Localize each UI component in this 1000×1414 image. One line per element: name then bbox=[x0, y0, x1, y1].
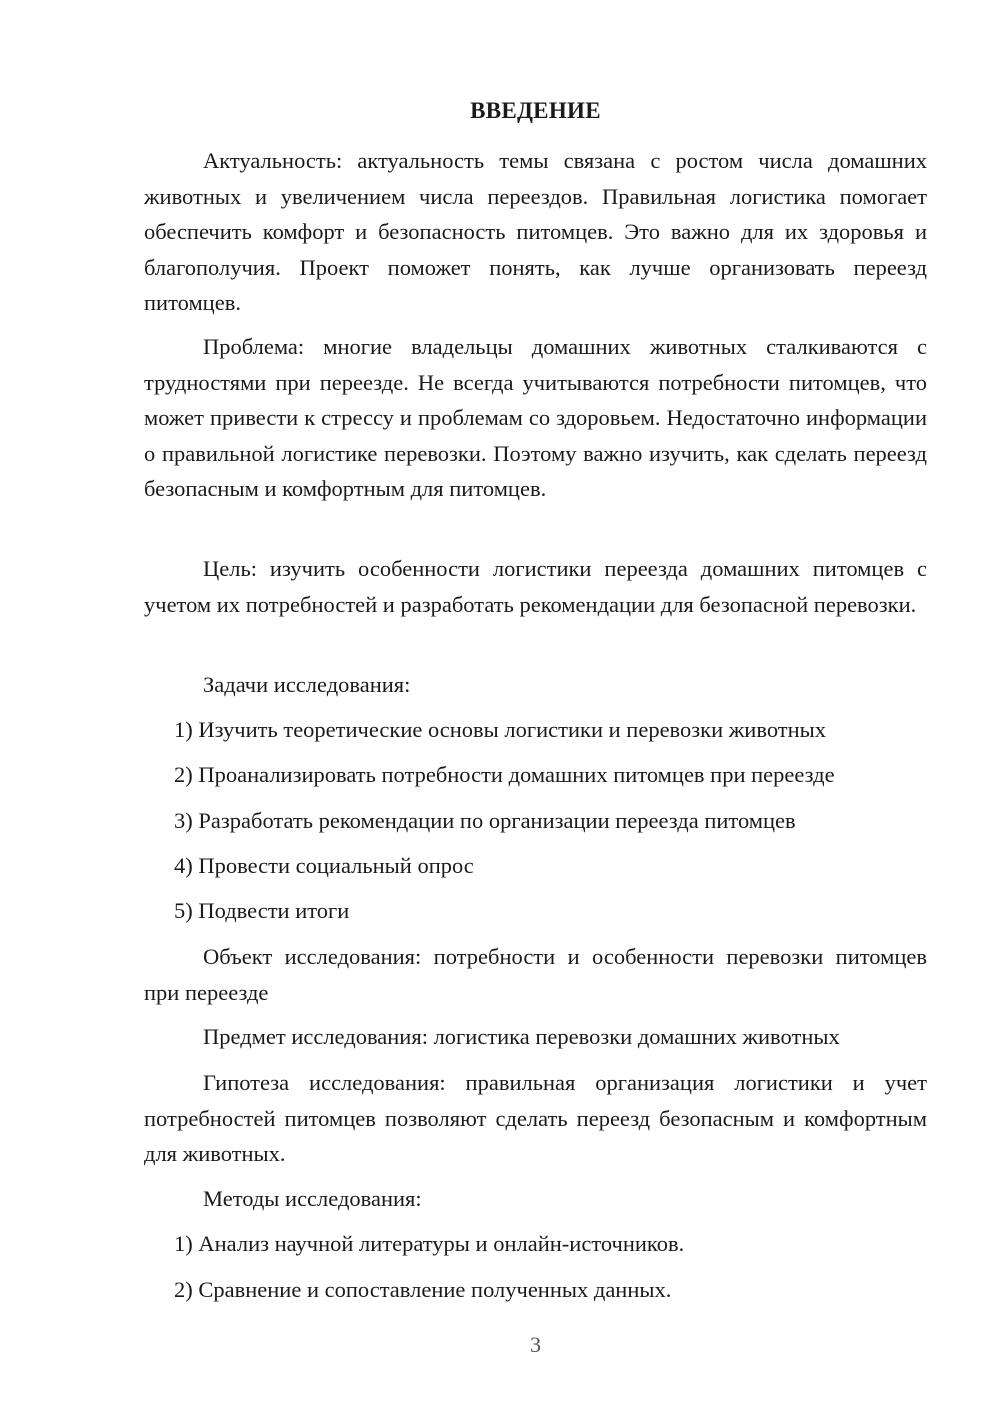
problem-paragraph: Проблема: многие владельцы домашних животных сталкиваются с трудностями при переезде. Не всегда учитываются потребности питомцев, что может привести к стрессу и проблемам со здоровьем. Недостаточно информации о правильной логистике перевозки. Поэтому важно изучить, как сделать переезд безопасным и комфортным для питомцев. bbox=[144, 334, 927, 501]
relevance-paragraph: Актуальность: актуальность темы связана с ростом числа домашних животных и увеличением числа переездов. Правильная логистика помогает обеспечить комфорт и безопасность питомцев. Это важно для их здоровья и благополучия. Проект поможет понять, как лучше организовать переезд питомцев. bbox=[144, 148, 927, 315]
goal-paragraph: Цель: изучить особенности логистики переезда домашних питомцев с учетом их потребностей и разработать рекомендации для безопасной перевозки. bbox=[144, 556, 927, 617]
object-paragraph: Объект исследования: потребности и особенности перевозки питомцев при переезде bbox=[144, 944, 927, 1005]
tasks-title: Задачи исследования: bbox=[203, 672, 411, 697]
task-item-1: 1) Изучить теоретические основы логистики и перевозки животных bbox=[174, 717, 827, 742]
method-item-2: 2) Сравнение и сопоставление полученных данных. bbox=[174, 1277, 672, 1302]
method-item-1: 1) Анализ научной литературы и онлайн-источников. bbox=[174, 1231, 685, 1256]
methods-title: Методы исследования: bbox=[203, 1186, 422, 1211]
document-page bbox=[144, 0, 927, 1414]
task-item-5: 5) Подвести итоги bbox=[174, 898, 350, 923]
task-item-3: 3) Разработать рекомендации по организации переезда питомцев bbox=[174, 808, 796, 833]
subject-paragraph: Предмет исследования: логистика перевозки домашних животных bbox=[203, 1024, 840, 1049]
task-item-4: 4) Провести социальный опрос bbox=[174, 853, 474, 878]
task-item-2: 2) Проанализировать потребности домашних питомцев при переезде bbox=[174, 762, 835, 787]
page-number: 3 bbox=[530, 1332, 541, 1357]
hypothesis-paragraph: Гипотеза исследования: правильная организация логистики и учет потребностей питомцев позволяют сделать переезд безопасным и комфортным для животных. bbox=[144, 1070, 927, 1166]
section-heading: ВВЕДЕНИЕ bbox=[470, 98, 601, 123]
